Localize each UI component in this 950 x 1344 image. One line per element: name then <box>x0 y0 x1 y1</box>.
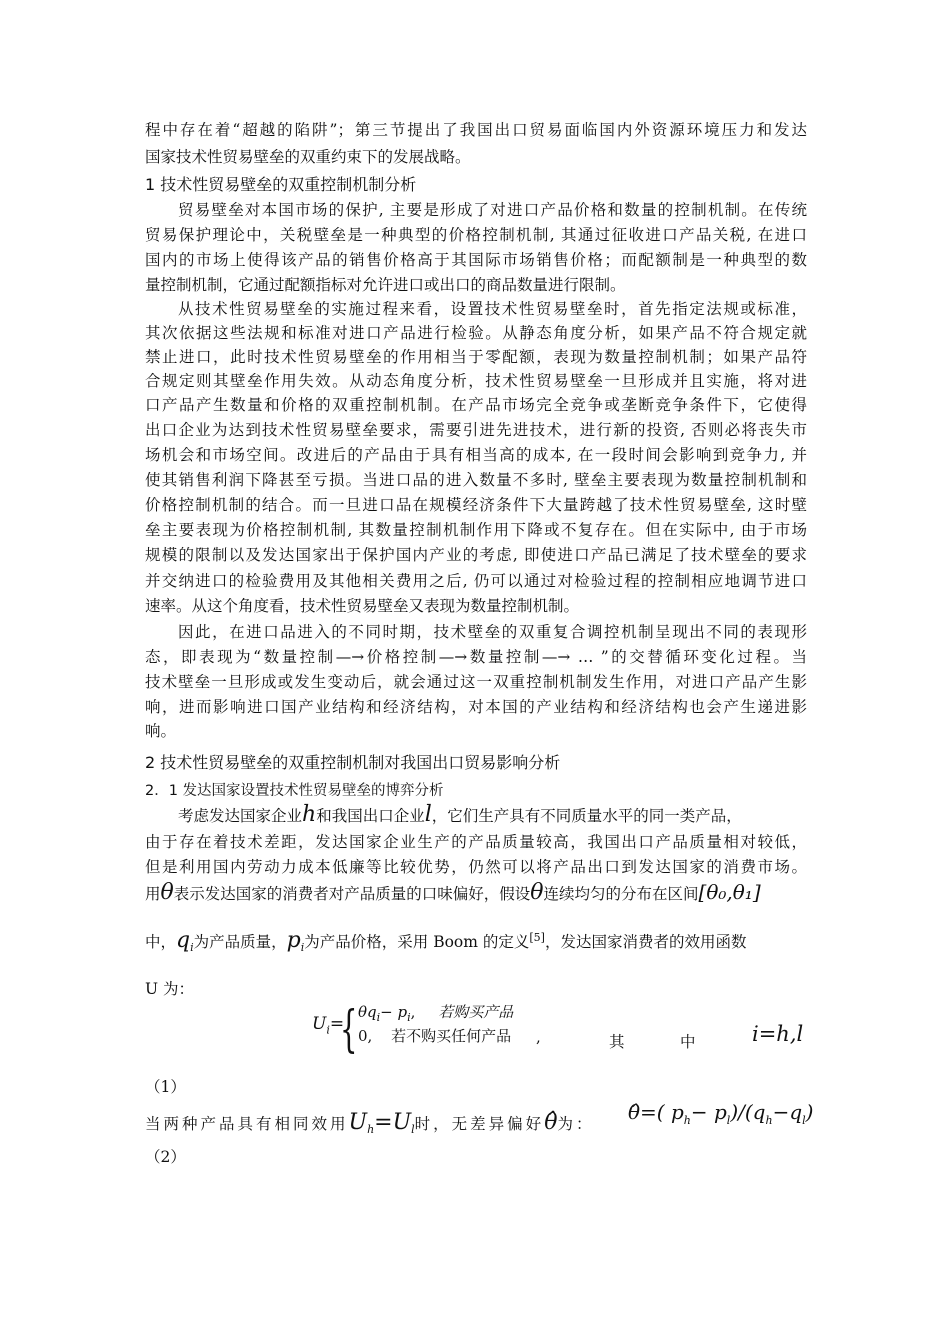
text-line: 中，$q_i$为产品质量，$p_i$为产品价格，采用 Boom 的定义[5]，发达国家消费者的效用函数 <box>145 928 747 955</box>
text-line: 技术壁垒一旦形成或发生变动后，就会通过这一双重控制机制发生作用，对进口产品产生影 <box>145 673 807 691</box>
math-case-2: 0, 若不购买任何产品 <box>358 1027 512 1045</box>
text-line: 并交纳进口的检验费用及其他相关费用之后, 仍可以通过对检验过程的控制相应地调节进口 <box>145 572 807 590</box>
math-interval: [θ₀,θ₁] <box>698 880 761 904</box>
math-indifference: θ̂=( $p_h- p_l)/(q_h-q_l)$ <box>628 1100 814 1127</box>
equation-number: （2） <box>145 1148 186 1166</box>
text-line: 速率。从这个角度看，技术性贸易壁垒又表现为数量控制机制。 <box>145 597 580 615</box>
text-line: 口产品产生数量和价格的双重控制机制。在产品市场完全竞争或垄断竞争条件下，它使得 <box>145 396 807 414</box>
math-case-1: $\theta q_i- p_i$, 若购买产品 <box>358 1003 514 1024</box>
subsection-heading: 2．1 发达国家设置技术性贸易壁垒的博弈分析 <box>145 783 444 799</box>
math-q: q <box>176 928 191 953</box>
text-line: 但是利用国内劳动力成本低廉等比较优势，仍然可以将产品出口到发达国家的消费市场。 <box>145 858 807 876</box>
math-l: l <box>424 802 432 827</box>
math-p: p <box>286 928 301 953</box>
text-line: 响，进而影响进口国产业结构和经济结构，对本国的产业结构和经济结构也会产生递进影 <box>145 698 807 716</box>
text-line: U 为： <box>145 980 194 998</box>
text-line: 规模的限制以及发达国家出于保护国内产业的考虑, 即使进口产品已满足了技术壁垒的要求 <box>145 546 807 564</box>
text-line: 量控制机制，它通过配额指标对允许进口或出口的商品数量进行限制。 <box>145 276 626 294</box>
math-index: i=h,l <box>752 1022 804 1046</box>
brace: { <box>340 1000 358 1058</box>
text-line: 其次依据这些法规和标准对进口产品进行检验。从静态角度分析，如果产品不符合规定就 <box>145 324 807 342</box>
text-line: 由于存在着技术差距，发达国家企业生产的产品质量较高，我国出口产品质量相对较低， <box>145 833 807 851</box>
text-line: 出口企业为达到技术性贸易壁垒要求，需要引进先进技术，进行新的投资, 否则必将丧失市 <box>145 421 807 439</box>
text-line: 考虑发达国家企业h和我国出口企业l，它们生产具有不同质量水平的同一类产品， <box>178 802 742 827</box>
text-line: 国家技术性贸易壁垒的双重约束下的发展战略。 <box>145 148 471 166</box>
text-line: 使其销售利润下降甚至亏损。当进口品的进入数量不多时, 壁垒主要表现为数量控制机制和 <box>145 471 807 489</box>
text-line: 贸易保护理论中，关税壁垒是一种典型的价格控制机制, 其通过征收进口产品关税, 在进口 <box>145 226 807 244</box>
text-line: 场机会和市场空间。改进后的产品由于具有相当高的成本, 在一段时间会影响到竞争力, 并 <box>145 446 807 464</box>
text-line: 因此，在进口品进入的不同时期，技术壁垒的双重复合调控机制呈现出不同的表现形 <box>178 623 807 641</box>
text-line: 态，即表现为“数量控制—→价格控制—→数量控制—→ … ”的交替循环变化过程。当 <box>145 648 807 666</box>
text-line: 禁止进口，此时技术性贸易壁垒的作用相当于零配额，表现为数量控制机制；如果产品符 <box>145 348 807 366</box>
text-line: 价格控制机制的结合。而一旦进口品在规模经济条件下大量跨越了技术性贸易壁垒, 这时壁 <box>145 496 807 514</box>
equation-number: （1） <box>145 1078 186 1096</box>
text-line: 合规定则其壁垒作用失效。从动态角度分析，技术性贸易壁垒一旦形成并且实施，将对进 <box>145 372 807 390</box>
text-line: 用θ表示发达国家的消费者对产品质量的口味偏好，假设θ连续均匀的分布在区间[θ₀,θ₁] <box>145 880 761 905</box>
text-line: 贸易壁垒对本国市场的保护, 主要是形成了对进口产品价格和数量的控制机制。在传统 <box>178 201 807 219</box>
math-h: h <box>302 802 317 827</box>
text-line: 响。 <box>145 722 177 740</box>
document-page: 程中存在着“超越的陷阱”；第三节提出了我国出口贸易面临国内外资源环境压力和发达 国家技术性贸易壁垒的双重约束下的发展战略。 1 技术性贸易壁垒的双重控制机制分析 贸易壁垒对本国市场的保护, 主要是形成了对进口产品价格和数量的控制机制。在传统 贸易保护理论中，关税壁垒是一种典型的价格控制机制, 其通过征收进口产品关税, 在进口 国内的市场上使得该产品的销售价格高于其国际市场销售价格；而配额制是一种典型的数 量控制机制，它通过配额指标对允许进口或出口的商品数量进行限制。 从技术性贸易壁垒的实施过程来看，设置技术性贸易壁垒时，首先指定法规或标准， 其次依据这些法规和标准对进口产品进行检验。从静态角度分析，如果产品不符合规定就 禁止进口，此时技术性贸易壁垒的作用相当于零配额，表现为数量控制机制；如果产品符 合规定则其壁垒作用失效。从动态角度分析，技术性贸易壁垒一旦形成并且实施，将对进 口产品产生数量和价格的双重控制机制。在产品市场完全竞争或垄断竞争条件下，它使得 出口企业为达到技术性贸易壁垒要求，需要引进先进技术，进行新的投资, 否则必将丧失市 场机会和市场空间。改进后的产品由于具有相当高的成本, 在一段时间会影响到竞争力, 并 使其销售利润下降甚至亏损。当进口品的进入数量不多时, 壁垒主要表现为数量控制机制和 价格控制机制的结合。而一旦进口品在规模经济条件下大量跨越了技术性贸易壁垒, 这时壁 垒主要表现为价格控制机制, 其数量控制机制作用下降或不复存在。但在实际中, 由于市场 规模的限制以及发达国家出于保护国内产业的考虑, 即使进口产品已满足了技术壁垒的要求 并交纳进口的检验费用及其他相关费用之后, 仍可以通过对检验过程的控制相应地调节进口 速率。从这个角度看，技术性贸易壁垒又表现为数量控制机制。 因此，在进口品进入的不同时期，技术壁垒的双重复合调控机制呈现出不同的表现形 态，即表现为“数量控制—→价格控制—→数量控制—→ … ”的交替循环变化过程。当 技术壁垒一旦形成或发生变动后，就会通过这一双重控制机制发生作用，对进口产品产生影 响，进而影响进口国产业结构和经济结构，对本国的产业结构和经济结构也会产生递进影 响。 2 技术性贸易壁垒的双重控制机制对我国出口贸易影响分析 2．1 发达国家设置技术性贸易壁垒的博弈分析 考虑发达国家企业h和我国出口企业l，它们生产具有不同质量水平的同一类产品， 由于存在着技术差距，发达国家企业生产的产品质量较高，我国出口产品质量相对较低， 但是利用国内劳动力成本低廉等比较优势，仍然可以将产品出口到发达国家的消费市场。 用θ表示发达国家的消费者对产品质量的口味偏好，假设θ连续均匀的分布在区间[θ₀,θ₁] 中，$q_i$为产品质量，$p_i$为产品价格，采用 Boom 的定义[5]，发达国家消费者的效用函数 U 为： $U_i=$ { $\theta q_i- p_i$, 若购买产品 0, 若不购买任何产品 , 其 中 i=h,l （1） 当两种产品具有相同效用$U_h=U_l$时，无差异偏好θ̂为： θ̂=( $p_h- p_l)/(q_h-q_l)$ （2） <box>0 0 950 1344</box>
text-line: 程中存在着“超越的陷阱”；第三节提出了我国出口贸易面临国内外资源环境压力和发达 <box>145 121 807 139</box>
text-line: 国内的市场上使得该产品的销售价格高于其国际市场销售价格；而配额制是一种典型的数 <box>145 251 807 269</box>
text-line: 垒主要表现为价格控制机制, 其数量控制机制作用下降或不复存在。但在实际中, 由于市场 <box>145 521 807 539</box>
math-theta: θ <box>530 880 544 905</box>
section-heading: 2 技术性贸易壁垒的双重控制机制对我国出口贸易影响分析 <box>145 753 561 772</box>
citation: [5] <box>529 930 545 944</box>
math-utility-lhs: $U_i=$ <box>312 1014 345 1037</box>
text-line: 当两种产品具有相同效用$U_h=U_l$时，无差异偏好θ̂为： <box>145 1110 595 1137</box>
math-theta: θ <box>160 880 174 905</box>
text-line: 从技术性贸易壁垒的实施过程来看，设置技术性贸易壁垒时，首先指定法规或标准， <box>178 300 807 318</box>
section-heading: 1 技术性贸易壁垒的双重控制机制分析 <box>145 175 417 194</box>
